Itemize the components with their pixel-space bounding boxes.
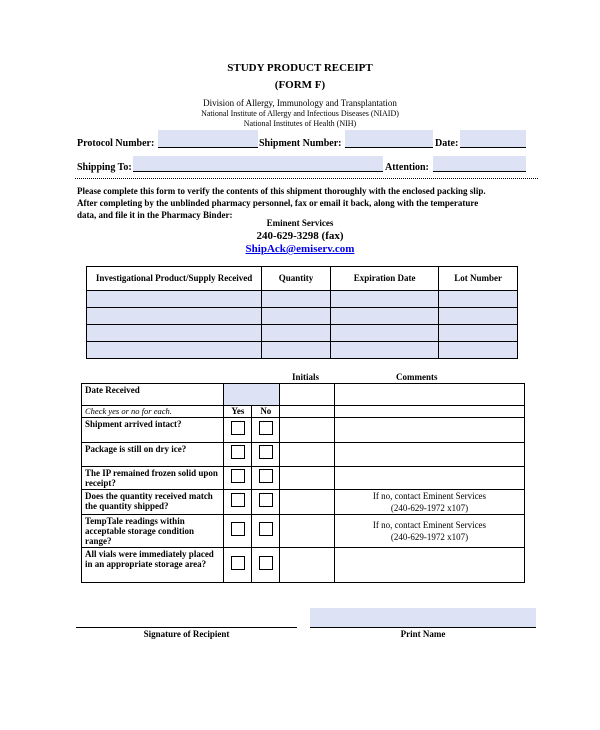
yes-checkbox[interactable]	[231, 493, 245, 507]
date-underline	[460, 147, 526, 148]
table-row	[82, 515, 525, 548]
table-row	[82, 548, 525, 583]
supply-cell[interactable]	[330, 291, 438, 308]
supply-cell[interactable]	[439, 342, 518, 359]
supply-cell[interactable]	[87, 291, 262, 308]
date-received-row	[82, 384, 525, 406]
signature-line	[76, 627, 297, 628]
print-name-line	[310, 627, 536, 628]
comments-cell[interactable]	[334, 406, 524, 418]
question-label: Does the quantity received match the quantity shipped?	[82, 490, 224, 515]
check-hint: Check yes or no for each.	[82, 406, 224, 418]
table-row	[82, 443, 525, 467]
contact-fax: 240-629-3298 (fax)	[256, 230, 344, 242]
yes-checkbox[interactable]	[231, 556, 245, 570]
supply-header-lot: Lot Number	[439, 267, 518, 291]
check-hint-row	[82, 406, 525, 418]
initials-cell[interactable]	[280, 406, 335, 418]
print-name-label: Print Name	[400, 629, 446, 639]
org-institute: National Institute of Allergy and Infectious Diseases (NIAID)	[201, 109, 399, 118]
contact-email-link[interactable]: ShipAck@emiserv.com	[245, 243, 355, 255]
question-label: Shipment arrived intact?	[82, 418, 224, 443]
comments-note	[334, 515, 524, 548]
protocol-number-input[interactable]	[158, 130, 258, 147]
table-row	[87, 325, 518, 342]
supply-cell[interactable]	[262, 291, 331, 308]
yes-cell	[224, 515, 252, 548]
supply-header-quantity: Quantity	[262, 267, 331, 291]
supply-table	[86, 266, 518, 359]
supply-header-product: Investigational Product/Supply Received	[87, 267, 262, 291]
question-label: The IP remained frozen solid upon receipt?	[82, 467, 224, 490]
signature-label: Signature of Recipient	[143, 629, 230, 639]
table-row	[82, 467, 525, 490]
supply-cell[interactable]	[87, 342, 262, 359]
no-cell	[252, 418, 280, 443]
table-row	[87, 342, 518, 359]
supply-cell[interactable]	[439, 325, 518, 342]
supply-cell[interactable]	[87, 325, 262, 342]
yes-cell	[224, 467, 252, 490]
attention-label: Attention:	[385, 162, 429, 173]
initials-cell[interactable]	[280, 384, 335, 406]
comments-note-line-1: If no, contact Eminent Services	[372, 520, 487, 530]
yes-cell	[224, 443, 252, 467]
initials-cell[interactable]	[280, 515, 335, 548]
date-received-input[interactable]	[224, 384, 280, 406]
receipt-table	[81, 383, 525, 583]
no-checkbox[interactable]	[259, 469, 273, 483]
yes-cell	[224, 490, 252, 515]
no-checkbox[interactable]	[259, 493, 273, 507]
org-division: Division of Allergy, Immunology and Transplantation	[203, 98, 397, 108]
shipment-number-input[interactable]	[345, 130, 433, 147]
initials-cell[interactable]	[280, 490, 335, 515]
instructions-line-3: data, and file it in the Pharmacy Binder:	[77, 210, 233, 220]
dotted-separator	[75, 178, 538, 179]
no-cell	[252, 467, 280, 490]
yes-checkbox[interactable]	[231, 421, 245, 435]
date-input[interactable]	[460, 130, 526, 147]
shipping-to-input[interactable]	[133, 156, 383, 171]
comments-note-line-2: (240-629-1972 x107)	[390, 532, 469, 542]
protocol-number-underline	[158, 147, 258, 148]
supply-cell[interactable]	[262, 308, 331, 325]
no-checkbox[interactable]	[259, 522, 273, 536]
yes-header: Yes	[224, 406, 252, 418]
comments-cell[interactable]	[334, 418, 524, 443]
comments-header: Comments	[396, 372, 438, 382]
table-row	[87, 308, 518, 325]
no-cell	[252, 490, 280, 515]
attention-underline	[433, 171, 526, 172]
question-label: Package is still on dry ice?	[82, 443, 224, 467]
supply-cell[interactable]	[439, 308, 518, 325]
no-checkbox[interactable]	[259, 421, 273, 435]
instructions-line-2: After completing by the unblinded pharmacy personnel, fax or email it back, along with the temperature	[77, 198, 479, 208]
shipping-to-underline	[133, 171, 383, 172]
question-label: TempTale readings within acceptable storage condition range?	[82, 515, 224, 548]
supply-cell[interactable]	[330, 325, 438, 342]
shipping-to-label: Shipping To:	[77, 162, 132, 173]
protocol-number-label: Protocol Number:	[77, 138, 155, 149]
initials-cell[interactable]	[280, 467, 335, 490]
no-cell	[252, 515, 280, 548]
question-label: All vials were immediately placed in an appropriate storage area?	[82, 548, 224, 583]
yes-checkbox[interactable]	[231, 445, 245, 459]
print-name-input[interactable]	[310, 608, 536, 627]
date-received-label: Date Received	[82, 384, 224, 406]
form-title: STUDY PRODUCT RECEIPT	[227, 62, 373, 74]
comments-cell[interactable]	[334, 548, 524, 583]
form-subtitle: (FORM F)	[274, 79, 326, 91]
contact-name: Eminent Services	[266, 218, 334, 228]
shipment-number-underline	[345, 147, 433, 148]
comments-cell[interactable]	[334, 467, 524, 490]
no-cell	[252, 548, 280, 583]
no-header: No	[252, 406, 280, 418]
table-row	[87, 291, 518, 308]
supply-cell[interactable]	[87, 308, 262, 325]
supply-cell[interactable]	[262, 342, 331, 359]
instructions	[77, 185, 547, 221]
comments-note-line-1: If no, contact Eminent Services	[372, 491, 487, 501]
yes-cell	[224, 548, 252, 583]
initials-cell[interactable]	[280, 548, 335, 583]
comments-cell[interactable]	[334, 443, 524, 467]
instructions-line-1: Please complete this form to verify the contents of this shipment thoroughly with the enclosed packing slip.	[77, 186, 486, 196]
yes-checkbox[interactable]	[231, 469, 245, 483]
initials-header: Initials	[292, 372, 320, 382]
comments-note-line-2: (240-629-1972 x107)	[390, 503, 469, 513]
comments-cell[interactable]	[334, 384, 524, 406]
supply-cell[interactable]	[330, 308, 438, 325]
supply-cell[interactable]	[262, 325, 331, 342]
supply-cell[interactable]	[330, 342, 438, 359]
table-row	[82, 490, 525, 515]
yes-cell	[224, 418, 252, 443]
initials-cell[interactable]	[280, 418, 335, 443]
no-cell	[252, 443, 280, 467]
shipment-number-label: Shipment Number:	[259, 138, 342, 149]
yes-checkbox[interactable]	[231, 522, 245, 536]
initials-cell[interactable]	[280, 443, 335, 467]
supply-table-header-row	[87, 267, 518, 291]
supply-header-expiration: Expiration Date	[330, 267, 438, 291]
comments-note	[334, 490, 524, 515]
org-nih: National Institutes of Health (NIH)	[243, 119, 357, 128]
attention-input[interactable]	[433, 156, 526, 171]
supply-cell[interactable]	[439, 291, 518, 308]
no-checkbox[interactable]	[259, 556, 273, 570]
table-row	[82, 418, 525, 443]
date-label: Date:	[435, 138, 459, 149]
no-checkbox[interactable]	[259, 445, 273, 459]
